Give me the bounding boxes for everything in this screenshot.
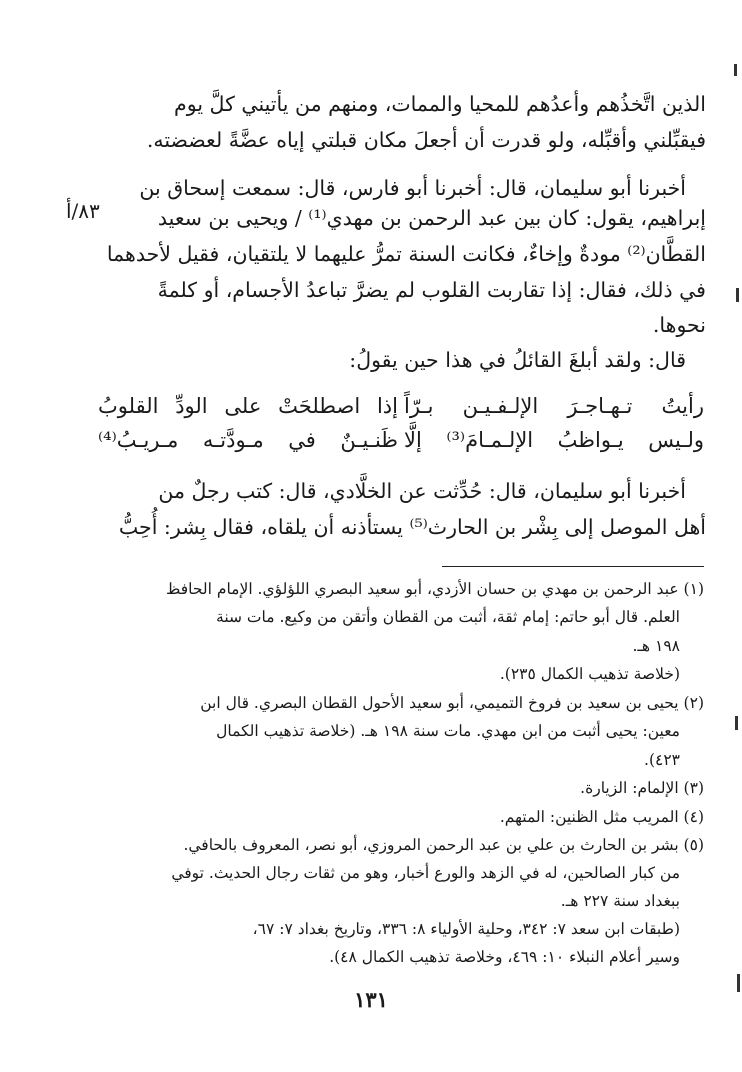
body-line-4: إبراهيم، يقول: كان بين عبد الرحمن بن مهدي⁽¹⁾ / ويحيى بن سعيد: [157, 206, 706, 230]
verse-2-first-hemistich: ولـيس يـواظبُ الإلـمـامَ⁽³⁾ إلَّا: [404, 428, 704, 452]
footnote-line-1: (١) عبد الرحمن بن مهدي بن حسان الأزدي، أبو سعيد البصري اللؤلؤي. الإمام الحافظ: [166, 580, 704, 598]
body-line-1: الذين اتَّخذُهم وأعدُهم للمحيا والممات، ومنهم من يأتيني كلَّ يوم: [174, 92, 706, 116]
footnote-separator: [442, 566, 704, 567]
footnote-line-10: (٥) بشر بن الحارث بن علي بن عبد الرحمن المروزي، أبو نصر، المعروف بالحافي.: [183, 836, 704, 854]
body-line-7: نحوها.: [652, 313, 706, 337]
margin-folio-note: ٨٣/أ: [66, 199, 100, 223]
scan-edge-mark-top: [734, 64, 737, 76]
footnote-line-14: وسير أعلام النبلاء ١٠: ٤٦٩، وخلاصة تذهيب الكمال ٤٨).: [329, 948, 680, 966]
body-line-2: فيقبِّلني وأقبِّله، ولو قدرت أن أجعلَ مكان قبلتي إياه عضَّةً لعضضته.: [146, 128, 706, 152]
body-line-9: أخبرنا أبو سليمان، قال: حُدِّثت عن الخلَّادي، قال: كتب رجلٌ من: [158, 479, 686, 503]
scan-edge-mark-middle: [736, 288, 739, 302]
body-line-8: قال: ولقد أبلغَ القائلُ في هذا حين يقولُ:: [349, 348, 686, 372]
footnote-line-2: العلم. قال أبو حاتم: إمام ثقة، أثبت من القطان وأتقن من وكيع. مات سنة: [216, 608, 680, 626]
body-line-5: القطَّان⁽²⁾ مودةٌ وإخاءٌ، فكانت السنة تمرُّ عليهما لا يلتقيان، فقيل لأحدهما: [106, 242, 706, 266]
body-line-3: أخبرنا أبو سليمان، قال: أخبرنا أبو فارس، قال: سمعت إسحاق بن: [139, 176, 686, 200]
verse-1-first-hemistich: رأيتُ تـهـاجـرَ الإلـفـيـن بـرّاً: [404, 394, 704, 418]
scan-edge-mark-bottom: [737, 974, 740, 992]
footnote-line-9: (٤) المريب مثل الظنين: المتهم.: [499, 808, 704, 826]
verse-1: [98, 391, 704, 421]
footnote-line-13: (طبقات ابن سعد ٧: ٣٤٢، وحلية الأولياء ٨: ٣٣٦، وتاريخ بغداد ٧: ٦٧،: [252, 920, 680, 938]
verse-2: [98, 425, 704, 455]
verse-1-second-hemistich: إذا اصطلحَتْ على الودِّ القلوبُ: [98, 394, 398, 418]
footnote-line-8: (٣) الإلمام: الزيارة.: [580, 779, 704, 797]
scan-edge-mark-lower: [735, 716, 738, 730]
body-line-6: في ذلك، فقال: إذا تقاربت القلوب لم يضرَّ تباعدُ الأجسام، أو كلمةً: [157, 278, 706, 302]
footnote-line-6: معين: يحيى أثبت من ابن مهدي. مات سنة ١٩٨ هـ. (خلاصة تذهيب الكمال: [216, 722, 680, 740]
footnote-line-12: ببغداد سنة ٢٢٧ هـ.: [560, 892, 680, 910]
page-number: ١٣١: [354, 987, 388, 1012]
footnote-line-11: من كبار الصالحين، له في الزهد والورع أخبار، وهو من ثقات رجال الحديث. توفي: [171, 864, 680, 882]
footnote-line-4: (خلاصة تذهيب الكمال ٢٣٥).: [499, 665, 680, 683]
footnote-line-3: ١٩٨ هـ.: [632, 637, 680, 655]
footnote-line-7: ٤٢٣).: [644, 751, 680, 769]
footnote-line-5: (٢) يحيى بن سعيد بن فروخ التميمي، أبو سعيد الأحول القطان البصري. قال ابن: [200, 694, 704, 712]
body-line-10: أهل الموصل إلى بِشْر بن الحارث⁽⁵⁾ يستأذنه أن يلقاه، فقال بِشر: أُحِبُّ: [118, 515, 706, 539]
verse-2-second-hemistich: ظَنـيـنٌ في مـودَّتـه مـريـبُ⁽⁴⁾: [98, 428, 398, 452]
